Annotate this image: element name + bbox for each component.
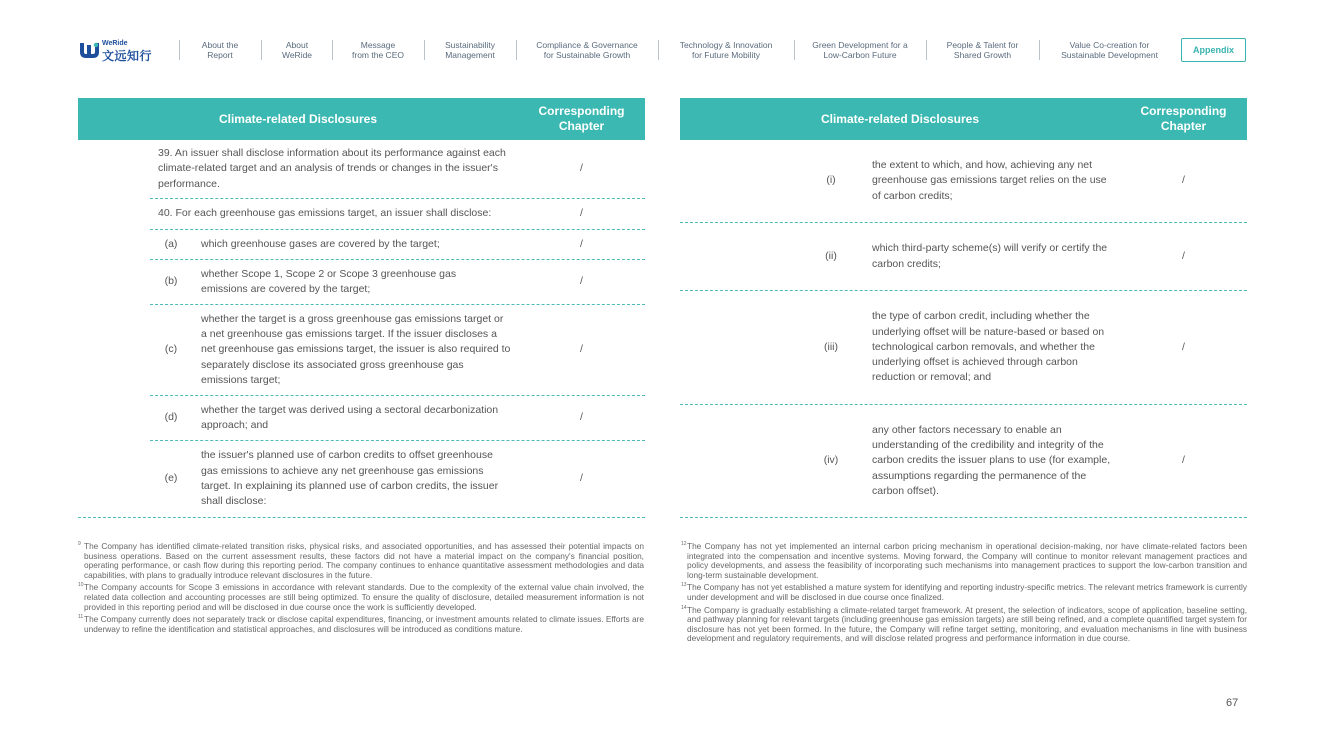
header-disclosures: Climate-related Disclosures — [218, 112, 378, 126]
footnote-number: 12 — [681, 541, 687, 547]
disclosure-text: whether the target was derived using a sectoral decarbonization approach; and — [201, 403, 499, 431]
item-label: (d) — [164, 411, 178, 424]
right-disclosure-table — [680, 98, 1247, 518]
header-chapter: Corresponding Chapter — [538, 104, 625, 133]
chapter-value: / — [580, 343, 583, 356]
nav-people-talent[interactable] — [927, 38, 1038, 62]
item-label: (i) — [826, 174, 836, 187]
table-header — [680, 98, 1247, 140]
chapter-value: / — [1182, 454, 1185, 467]
chapter-value: / — [580, 237, 583, 250]
nav-divider — [1039, 40, 1040, 60]
werider-logo[interactable] — [78, 39, 158, 61]
nav-sustainability-management[interactable] — [425, 38, 515, 62]
nav-divider — [926, 40, 927, 60]
footnote-number: 9 — [78, 541, 81, 547]
footnote-text: The Company has not yet established a mature system for identifying and reporting industry-specific metrics. The relevant metrics framework is currently under development and will be disclosed in due course once finalized. — [687, 582, 1247, 602]
footnote-number: 14 — [681, 604, 687, 611]
nav-compliance-governance[interactable] — [517, 38, 657, 62]
nav-divider — [424, 40, 425, 60]
item-label: (a) — [164, 237, 178, 250]
nav-green-development[interactable] — [795, 38, 925, 62]
nav-label: Green Development for a — [812, 40, 908, 50]
disclosure-text: 39. An issuer shall disclose information about its performance against each climate-related target and an analysis of trends or changes in the issuer's performance. — [158, 147, 506, 190]
footnote — [681, 606, 1247, 644]
footnote-text: The Company has identified climate-related transition risks, physical risks, and associated opportunities, and has assessed their potential impacts on business operations. Based on the current assessment results, these factors did not have a material impact on the company's financial position, operating performance, or cash flow during this reporting period. The company continues to enhance quantitative assessment methodologies and data capabilities, with plans to gradually introduce relevant disclosures in the future. — [84, 541, 644, 580]
disclosure-text: the extent to which, and how, achieving any net greenhouse gas emissions target relies on the use of carbon credits; — [872, 159, 1107, 202]
footnotes-left — [78, 542, 644, 637]
disclosure-text: 40. For each greenhouse gas emissions target, an issuer shall disclose: — [158, 207, 492, 220]
footnote-text: The Company has not yet implemented an internal carbon pricing mechanism in operational decision-making, nor have climate-related factors been integrated into the compensation and incentive systems. Moving forward, the Company will continue to monitor relevant management practices and policy developments, and assess the feasibility of incorporating such mechanisms into management practices to support the low-carbon transition and long-term sustainable development. — [687, 541, 1247, 580]
logo-text-cn: 文远知行 — [102, 49, 153, 63]
nav-label: People & Talent for — [946, 40, 1019, 50]
disclosure-text: which greenhouse gases are covered by the target; — [201, 237, 440, 250]
nav-label: Sustainable Development — [1061, 50, 1158, 60]
table-header — [78, 98, 645, 140]
nav-label: for Sustainable Growth — [543, 50, 631, 60]
table-row — [680, 405, 1247, 518]
nav-divider — [332, 40, 333, 60]
chapter-value: / — [580, 411, 583, 424]
footnote-number: 10 — [78, 582, 84, 589]
header-chapter: Corresponding Chapter — [1140, 104, 1227, 133]
logo-text-en: WeRide — [102, 40, 128, 47]
nav-label: Value Co-creation for — [1069, 40, 1150, 50]
table-row — [150, 140, 645, 199]
chapter-value: / — [1182, 174, 1185, 187]
table-row — [680, 223, 1247, 291]
nav-label: About — [285, 40, 309, 50]
footnote-text: The Company accounts for Scope 3 emissions in accordance with relevant standards. Due to the complexity of the external value chain involved, the related data collection and accounting processes are still being optimized. To ensure the quality of disclosure, detailed measurement information is not provided in this reporting period and will be disclosed in due course once the work is sufficiently developed. — [84, 582, 644, 612]
disclosure-text: any other factors necessary to enable an understanding of the credibility and integrity of the carbon credits the issuer plans to use (for example, assumptions regarding the permanence of the carbon offset). — [872, 423, 1111, 497]
nav-label: WeRide — [281, 50, 313, 60]
footnote-number: 11 — [78, 614, 84, 621]
nav-label: Shared Growth — [953, 50, 1012, 60]
nav-value-cocreation[interactable] — [1040, 38, 1179, 62]
nav-label: Appendix — [1192, 45, 1234, 55]
item-label: (c) — [164, 343, 178, 356]
nav-label: from the CEO — [352, 50, 404, 60]
table-row — [150, 230, 645, 260]
nav-divider — [261, 40, 262, 60]
nav-divider — [516, 40, 517, 60]
footnote — [78, 615, 644, 634]
nav-label: Message — [360, 40, 396, 50]
chapter-value: / — [580, 275, 583, 288]
chapter-value: / — [1182, 340, 1185, 353]
disclosure-text: the issuer's planned use of carbon credits to offset greenhouse gas emissions to achieve any net greenhouse gas emissions target. In explaining its planned use of carbon credits, the issuer shall disclose: — [201, 449, 499, 508]
left-disclosure-table — [78, 98, 645, 518]
nav-label: Report — [207, 50, 233, 60]
table-row — [680, 291, 1247, 405]
page-number: 67 — [1226, 697, 1239, 709]
footnote — [681, 542, 1247, 580]
footnote — [681, 583, 1247, 602]
table-row — [150, 305, 645, 396]
item-label: (iv) — [823, 454, 839, 467]
item-label: (ii) — [825, 249, 837, 262]
nav-about-weride[interactable] — [262, 38, 332, 62]
footnote-number: 13 — [681, 582, 687, 589]
disclosure-text: the type of carbon credit, including whether the underlying offset will be nature-based or based on technological carbon removals, and whether the underlying offset is achieved through carbon reduction or removal; and — [872, 310, 1105, 384]
disclosure-text: whether the target is a gross greenhouse gas emissions target or a net greenhouse gas emissions target. If the issuer discloses a net greenhouse gas emissions target, the issuer is also required to separately disclose its associated gross greenhouse gas emissions target; — [201, 312, 511, 386]
nav-label: Technology & Innovation — [679, 40, 773, 50]
table-row — [78, 441, 645, 518]
footnote — [78, 583, 644, 612]
footnote — [78, 542, 644, 580]
nav-label: for Future Mobility — [691, 50, 761, 60]
chapter-value: / — [580, 162, 583, 175]
nav-technology-innovation[interactable] — [659, 38, 793, 62]
nav-label: Management — [445, 50, 495, 60]
nav-divider — [179, 40, 180, 60]
header-disclosures: Climate-related Disclosures — [820, 112, 980, 126]
item-label: (iii) — [824, 340, 838, 353]
nav-label: About the — [201, 40, 239, 50]
footnotes-right — [681, 542, 1247, 647]
nav-label: Low-Carbon Future — [823, 50, 897, 60]
item-label: (e) — [164, 472, 178, 485]
footnote-text: The Company currently does not separately track or disclose capital expenditures, financing, or investment amounts related to climate issues. Efforts are underway to refine the identification and statistical approaches, and disclosures will be introduced as conditions mature. — [84, 614, 644, 634]
nav-appendix[interactable] — [1181, 38, 1246, 62]
disclosure-text: whether Scope 1, Scope 2 or Scope 3 greenhouse gas emissions are covered by the target; — [201, 267, 457, 295]
nav-label: Sustainability — [444, 40, 496, 50]
nav-divider — [794, 40, 795, 60]
werider-logo-icon — [78, 40, 100, 60]
table-row — [150, 199, 645, 230]
chapter-value: / — [1182, 249, 1185, 262]
table-row — [150, 260, 645, 305]
nav-label: Compliance & Governance — [536, 40, 638, 50]
disclosure-text: which third-party scheme(s) will verify or certify the carbon credits; — [872, 242, 1108, 270]
chapter-value: / — [580, 207, 583, 220]
nav-about-report[interactable] — [180, 38, 260, 62]
footnote-text: The Company is gradually establishing a climate-related target framework. At present, the selection of indicators, scope of application, baseline setting, and pathway planning for relevant targets (including greenhouse gas emission targets) are still being refined, and a complete quantified target system for disclosure has not yet been formed. In the future, the Company will refine target setting, monitoring, and evaluation mechanisms in line with business development and regulatory requirements, and will disclose related progress and performance information in due course. — [687, 604, 1247, 644]
table-row — [150, 396, 645, 441]
nav-message-ceo[interactable] — [333, 38, 423, 62]
chapter-value: / — [580, 472, 583, 485]
nav-divider — [658, 40, 659, 60]
table-row — [680, 140, 1247, 223]
item-label: (b) — [164, 275, 178, 288]
